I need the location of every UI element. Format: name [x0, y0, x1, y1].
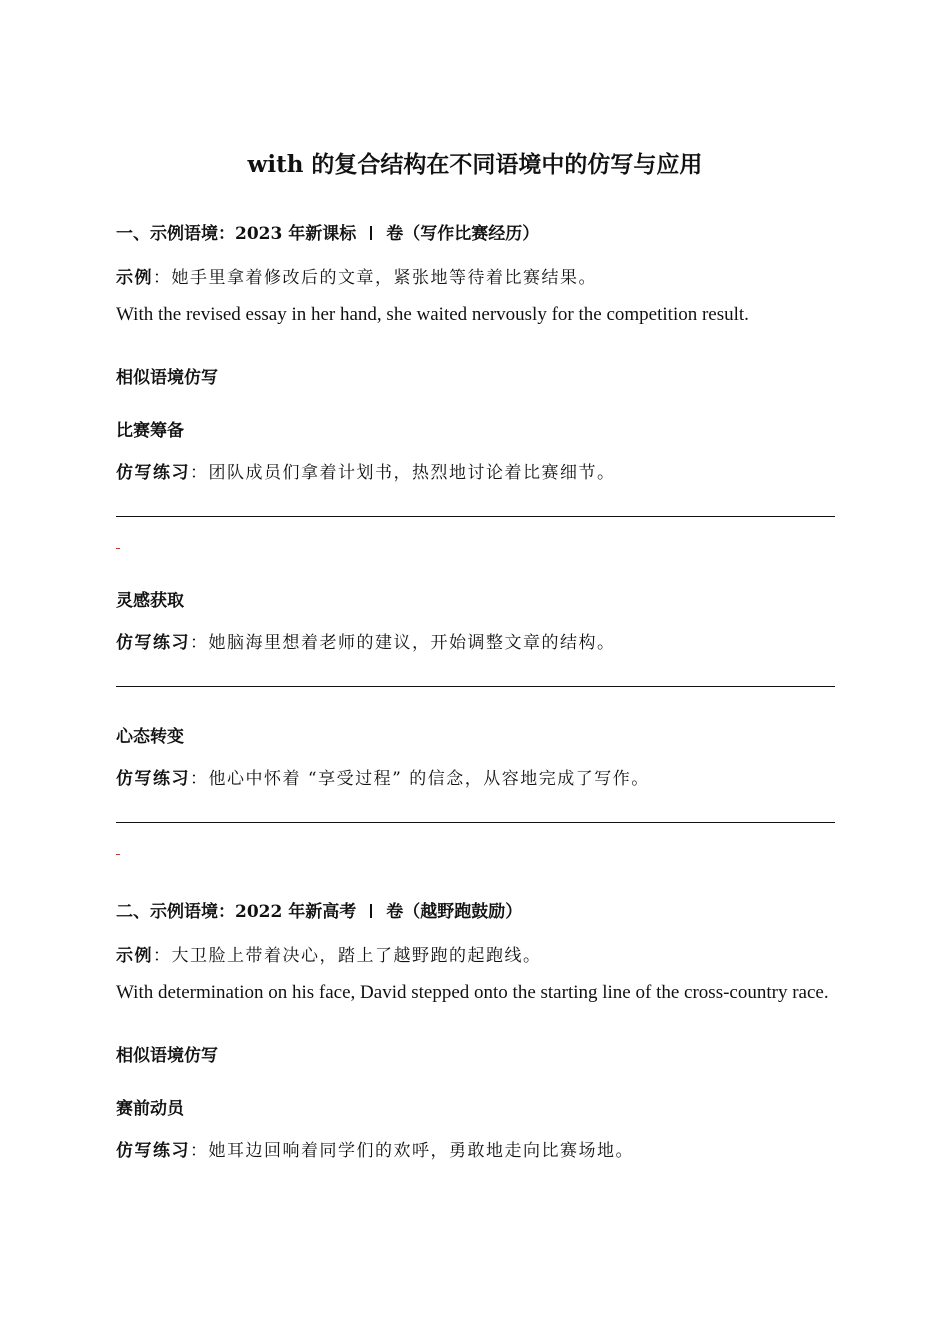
practice-text: ：团队成员们拿着计划书，热烈地讨论着比赛细节。 [190, 463, 616, 483]
practice-label: 仿写练习 [116, 633, 190, 653]
example-text: ：她手里拿着修改后的文章，紧张地等待着比赛结果。 [153, 268, 597, 288]
answer-line[interactable] [116, 822, 835, 823]
practice-prompt [116, 764, 650, 789]
section-2-similar-heading: 相似语境仿写 [116, 1046, 218, 1066]
section-1-heading-prefix: 一、示例语境：2023 年新课标 [116, 224, 357, 244]
section-2-example-english: With determination on his face, David stepped onto the starting line of the cross-country race. [116, 982, 829, 1003]
document-title: with 的复合结构在不同语境中的仿写与应用 [247, 151, 703, 178]
section-1-heading-suffix: 卷（写作比赛经历） [386, 224, 540, 244]
practice-text: ：她脑海里想着老师的建议，开始调整文章的结构。 [190, 633, 616, 653]
practice-prompt [116, 628, 616, 653]
practice-text: ：她耳边回响着同学们的欢呼，勇敢地走向比赛场地。 [190, 1141, 634, 1161]
section-2-heading-suffix: 卷（越野跑鼓励） [386, 902, 523, 922]
answer-continuation-mark [116, 548, 120, 549]
practice-title: 赛前动员 [116, 1099, 184, 1119]
practice-title: 比赛筹备 [116, 421, 184, 441]
practice-label: 仿写练习 [116, 1141, 190, 1161]
example-label: 示例 [116, 268, 153, 288]
practice-prompt [116, 1136, 634, 1161]
roman-numeral-bar [370, 226, 372, 240]
practice-title: 心态转变 [116, 727, 184, 747]
example-text: ：大卫脸上带着决心，踏上了越野跑的起跑线。 [153, 946, 542, 966]
section-1-similar-heading: 相似语境仿写 [116, 368, 218, 388]
practice-prompt [116, 458, 616, 483]
answer-line[interactable] [116, 686, 835, 687]
answer-continuation-mark [116, 854, 120, 855]
practice-text: ：他心中怀着 “享受过程” 的信念，从容地完成了写作。 [190, 769, 650, 789]
section-1-example [116, 263, 597, 288]
section-2-heading-prefix: 二、示例语境：2022 年新高考 [116, 902, 357, 922]
practice-label: 仿写练习 [116, 769, 190, 789]
practice-title: 灵感获取 [116, 591, 184, 611]
section-2-example [116, 941, 542, 966]
example-label: 示例 [116, 946, 153, 966]
practice-label: 仿写练习 [116, 463, 190, 483]
answer-line[interactable] [116, 516, 835, 517]
section-1-heading [116, 219, 539, 244]
section-1-example-english: With the revised essay in her hand, she waited nervously for the competition result. [116, 304, 749, 325]
roman-numeral-bar [370, 904, 372, 918]
section-2-heading [116, 897, 522, 922]
